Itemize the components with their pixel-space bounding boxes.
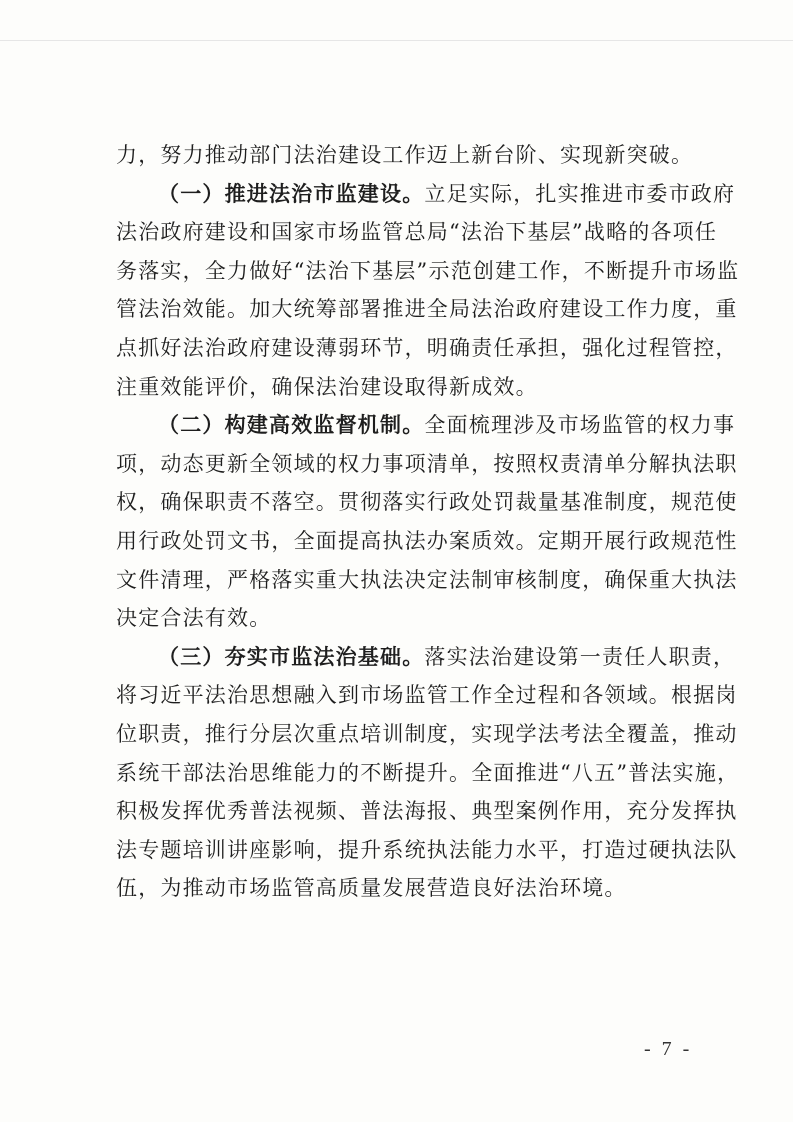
- section-heading-3: （三）夯实市监法治基础。: [158, 644, 425, 669]
- text-line: 伍，为推动市场监管高质量发展营造良好法治环境。: [116, 876, 627, 901]
- paragraph-3-line: [116, 676, 738, 715]
- text-line: 文件清理，严格落实重大执法决定法制审核制度，确保重大执法: [116, 567, 738, 592]
- paragraph-3-line: [116, 715, 738, 754]
- paragraph-3-line: [116, 869, 694, 908]
- text-line: 决定合法有效。: [116, 606, 272, 631]
- page-number: - 7 -: [644, 1038, 693, 1060]
- paragraph-3-first-line: [116, 638, 736, 677]
- text-line: 项，动态更新全领域的权力事项清单，按照权责清单分解执法职: [116, 451, 738, 476]
- text-line: 积极发挥优秀普法视频、普法海报、典型案例作用，充分发挥执: [116, 799, 738, 824]
- paragraph-3-line: [116, 792, 738, 831]
- section-heading-2: （二）构建高效监督机制。: [158, 413, 425, 438]
- paragraph-1-line: [116, 252, 740, 291]
- text-line: 系统干部法治思维能力的不断提升。全面推进“八五”普法实施，: [116, 760, 740, 785]
- paragraph-2-line: [116, 561, 738, 600]
- text-line: 权，确保职责不落空。贯彻落实行政处罚裁量基准制度，规范使: [116, 490, 738, 515]
- paragraph-3-line: [116, 831, 738, 870]
- header-rule: [0, 40, 793, 41]
- text-line: 用行政处罚文书，全面提高执法办案质效。定期开展行政规范性: [116, 528, 738, 553]
- text-line: 管法治效能。加大统筹部署推进全局法治政府建设工作力度，重: [116, 297, 738, 322]
- section-heading-1: （一）推进法治市监建设。: [158, 181, 425, 206]
- text-line: 注重效能评价，确保法治建设取得新成效。: [116, 374, 538, 399]
- text-line: 全面梳理涉及市场监管的权力事: [424, 413, 736, 438]
- paragraph-1-line: [116, 368, 694, 407]
- text-line: 法专题培训讲座影响，提升系统执法能力水平，打造过硬执法队: [116, 837, 738, 862]
- paragraph-1-line: [116, 290, 738, 329]
- paragraph-2-line: [116, 483, 738, 522]
- text-line: 务落实，全力做好“法治下基层”示范创建工作，不断提升市场监: [116, 258, 740, 283]
- paragraph-2-line: [116, 599, 694, 638]
- text-line: 立足实际，扎实推进市委市政府: [424, 181, 736, 206]
- document-body: [116, 136, 740, 908]
- text-line: 将习近平法治思想融入到市场监管工作全过程和各领域。根据岗: [116, 683, 738, 708]
- paragraph-1-line: [116, 329, 738, 368]
- paragraph-2-line: [116, 522, 738, 561]
- paragraph-1-first-line: [116, 175, 736, 214]
- text-line: 力，努力推动部门法治建设工作迈上新台阶、实现新突破。: [116, 143, 694, 167]
- paragraph-2-first-line: [116, 406, 736, 445]
- text-line: 落实法治建设第一责任人职责，: [424, 644, 736, 669]
- paragraph-3-line: [116, 754, 740, 793]
- text-line: 法治政府建设和国家市场监管总局“法治下基层”战略的各项任: [116, 220, 718, 245]
- paragraph-2-line: [116, 445, 738, 484]
- paragraph-1-line: [116, 213, 718, 252]
- paragraph-continuation: [116, 136, 694, 175]
- text-line: 位职责，推行分层次重点培训制度，实现学法考法全覆盖，推动: [116, 721, 738, 746]
- text-line: 点抓好法治政府建设薄弱环节，明确责任承担，强化过程管控，: [116, 335, 738, 360]
